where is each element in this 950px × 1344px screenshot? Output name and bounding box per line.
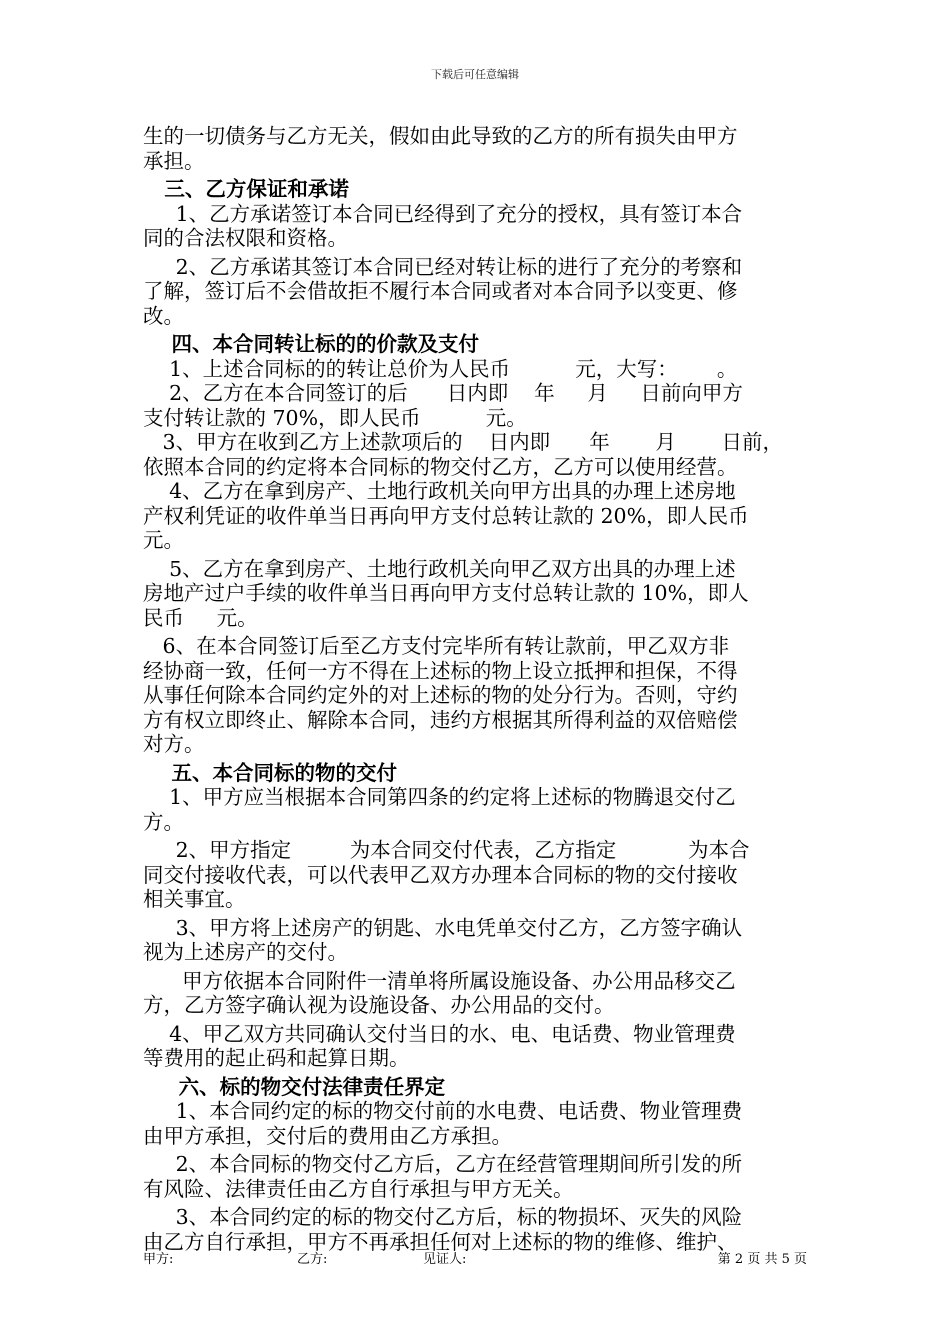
paragraph-line: 6、在本合同签订后至乙方支付完毕所有转让款前，甲乙双方非 (143, 634, 730, 658)
paragraph-line: 产权利凭证的收件单当日再向甲方支付总转让款的 20%，即人民币 (143, 503, 749, 528)
paragraph-line: 经协商一致，任何一方不得在上述标的物上设立抵押和担保，不得 (143, 658, 738, 683)
paragraph-line: 等费用的起止码和起算日期。 (143, 1046, 410, 1070)
footer-witness-label: 见证人: (423, 1252, 467, 1267)
paragraph-line: 从事任何除本合同约定外的对上述标的物的处分行为。否则，守约 (143, 683, 738, 707)
paragraph-line: 2、甲方指定 为本合同交付代表，乙方指定 为本合 (143, 838, 750, 862)
section-heading: 六、标的物交付法律责任界定 (143, 1074, 446, 1099)
paragraph-line: 依照本合同的约定将本合同标的物交付乙方，乙方可以使用经营。 (143, 454, 738, 479)
footer-party-a-label: 甲方: (143, 1252, 174, 1267)
paragraph-line: 1、甲方应当根据本合同第四条的约定将上述标的物腾退交付乙 (143, 785, 736, 809)
paragraph-line: 民币 元。 (143, 605, 258, 630)
footer-party-b-label: 乙方: (297, 1252, 328, 1267)
paragraph-line: 了解，签订后不会借故拒不履行本合同或者对本合同予以变更、修 (143, 279, 738, 303)
section-heading: 五、本合同标的物的交付 (143, 760, 398, 785)
paragraph-line: 相关事宜。 (143, 887, 246, 911)
paragraph-line: 3、本合同约定的标的物交付乙方后，标的物损坏、灭失的风险 (143, 1205, 743, 1229)
paragraph-line: 视为上述房产的交付。 (143, 940, 348, 964)
paragraph-line: 3、甲方将上述房产的钥匙、水电凭单交付乙方，乙方签字确认 (143, 915, 743, 940)
page-footer (0, 1248, 950, 1268)
paragraph-line: 由乙方自行承担，甲方不再承担任何对上述标的物的维修、维护、 (143, 1229, 738, 1254)
paragraph-line: 5、乙方在拿到房产、土地行政机关向甲乙双方出具的办理上述 (143, 556, 736, 581)
paragraph-line: 元。 (143, 528, 184, 552)
paragraph-line: 1、乙方承诺签订本合同已经得到了充分的授权，具有签订本合 (143, 201, 743, 226)
paragraph-line: 方有权立即终止、解除本合同，违约方根据其所得利益的双倍赔偿 (143, 707, 738, 732)
paragraph-line: 方。 (143, 809, 184, 834)
paragraph-line: 改。 (143, 303, 184, 328)
paragraph-line: 生的一切债务与乙方无关，假如由此导致的乙方的所有损失由甲方 (143, 124, 738, 148)
paragraph-line: 2、本合同标的物交付乙方后，乙方在经营管理期间所引发的所 (143, 1152, 743, 1176)
section-heading: 四、本合同转让标的的价款及支付 (143, 332, 480, 356)
paragraph-line: 2、乙方在本合同签订的后 日内即 年 月 日前向甲方 (143, 381, 743, 405)
paragraph-line: 4、乙方在拿到房产、土地行政机关向甲方出具的办理上述房地 (143, 479, 736, 503)
paragraph-line: 同的合法权限和资格。 (143, 226, 348, 250)
paragraph-line: 对方。 (143, 732, 205, 756)
paragraph-line: 1、上述合同标的的转让总价为人民币 元，大写： 。 (143, 356, 738, 381)
paragraph-line: 4、甲乙双方共同确认交付当日的水、电、电话费、物业管理费 (143, 1021, 736, 1046)
paragraph-line: 方，乙方签字确认视为设施设备、办公用品的交付。 (143, 993, 615, 1017)
paragraph-line: 甲方依据本合同附件一清单将所属设施设备、办公用品移交乙 (143, 968, 736, 993)
paragraph-line: 同交付接收代表，可以代表甲乙双方办理本合同标的物的交付接收 (143, 862, 738, 887)
footer-page-number: 第 2 页 共 5 页 (717, 1252, 807, 1267)
paragraph-line: 3、甲方在收到乙方上述款项后的 日内即 年 月 日前， (143, 430, 783, 454)
paragraph-line: 2、乙方承诺其签订本合同已经对转让标的进行了充分的考察和 (143, 254, 743, 279)
paragraph-line: 房地产过户手续的收件单当日再向甲方支付总转让款的 10%，即人 (143, 581, 749, 605)
paragraph-line: 承担。 (143, 148, 205, 173)
section-heading: 三、乙方保证和承诺 (143, 177, 349, 201)
contract-body (143, 124, 808, 1254)
paragraph-line: 由甲方承担，交付后的费用由乙方承担。 (143, 1123, 512, 1148)
paragraph-line: 有风险、法律责任由乙方自行承担与甲方无关。 (143, 1176, 574, 1201)
page-header: 下载后可任意编辑 (431, 68, 519, 81)
paragraph-line: 1、本合同约定的标的物交付前的水电费、电话费、物业管理费 (143, 1099, 743, 1123)
paragraph-line: 支付转让款的 70%，即人民币 元。 (143, 405, 527, 430)
